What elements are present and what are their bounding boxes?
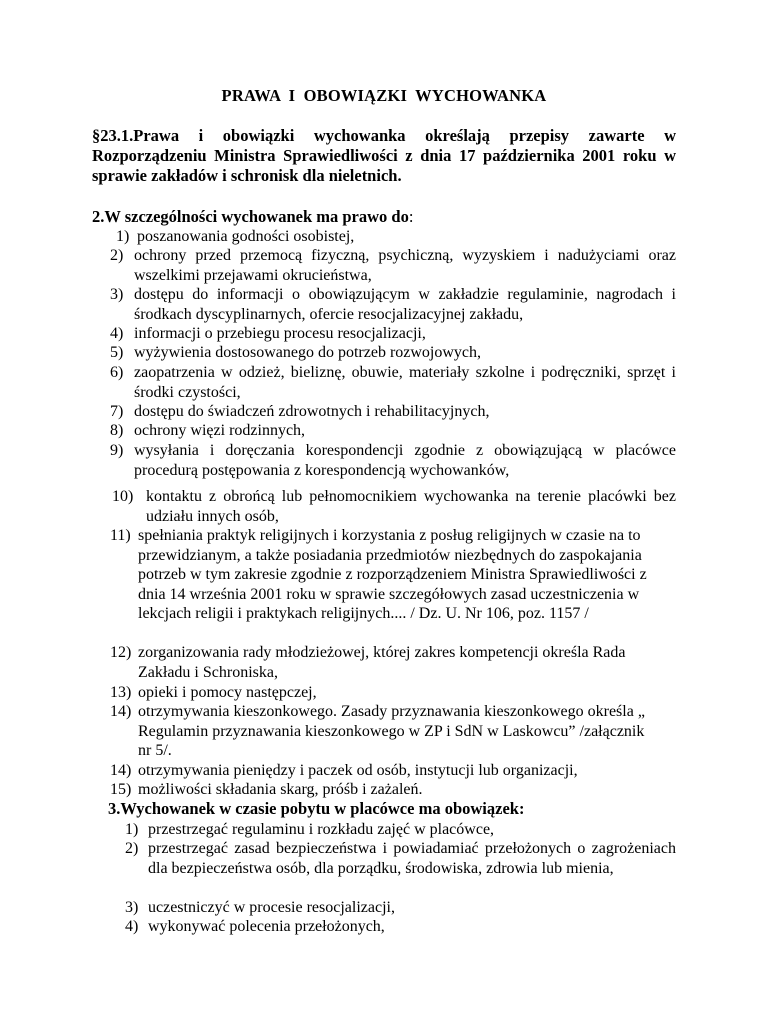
list-item-text: kontaktu z obrońcą lub pełnomocnikiem wychowanka na terenie placówki bez udziału innych osób, bbox=[146, 488, 676, 525]
list-item-number: 3) bbox=[125, 899, 139, 916]
list-item-text: ochrony przed przemocą fizyczną, psychiczną, wyzyskiem i nadużyciami oraz wszelkimi przejawami okrucieństwa, bbox=[134, 247, 676, 284]
section-2-heading-colon: : bbox=[408, 207, 414, 226]
list-item-text: dostępu do świadczeń zdrowotnych i rehabilitacyjnych, bbox=[134, 403, 490, 420]
list-item-text: ochrony więzi rodzinnych, bbox=[134, 422, 306, 439]
list-item-number: 11) bbox=[110, 527, 131, 544]
list-item-number: 1) bbox=[125, 821, 139, 838]
list-item-number: 2) bbox=[125, 840, 139, 857]
list-item-text: zaopatrzenia w odzież, bieliznę, obuwie, materiały szkolne i podręczniki, sprzęt i środki czystości, bbox=[134, 364, 676, 401]
list-item-number: 3) bbox=[110, 286, 124, 303]
intro-paragraph: §23.1.Prawa i obowiązki wychowanka określają przepisy zawarte w Rozporządzeniu Ministra Sprawiedliwości z dnia 17 października 2001 roku w sprawie zakładów i schronisk dla nieletnich. bbox=[92, 126, 676, 185]
list-item-number: 13) bbox=[110, 684, 132, 701]
list-item-text: uczestniczyć w procesie resocjalizacji, bbox=[148, 899, 395, 916]
list-item-text: wyżywienia dostosowanego do potrzeb rozwojowych, bbox=[134, 344, 482, 361]
list-item-number: 15) bbox=[110, 781, 132, 798]
list-item-number: 5) bbox=[110, 344, 124, 361]
list-item-text: wykonywać polecenia przełożonych, bbox=[148, 918, 385, 935]
list-item-number: 14) bbox=[110, 703, 132, 720]
list-item-number: 1) bbox=[116, 228, 130, 245]
list-item-text: opieki i pomocy następczej, bbox=[138, 684, 317, 701]
list-item-number: 8) bbox=[110, 422, 124, 439]
list-item-number: 14) bbox=[110, 762, 132, 779]
section-2-heading-text: 2.W szczególności wychowanek ma prawo do bbox=[92, 207, 409, 226]
list-item-text: dostępu do informacji o obowiązującym w zakładzie regulaminie, nagrodach i środkach dyscyplinarnych, ofercie resocjalizacyjnej zakładu, bbox=[134, 286, 676, 323]
list-item-number: 2) bbox=[110, 247, 124, 264]
list-item-text: informacji o przebiegu procesu resocjalizacji, bbox=[134, 325, 426, 342]
list-item-text: otrzymywania kieszonkowego. Zasady przyznawania kieszonkowego określa „ Regulamin przyznawania kieszonkowego w ZP i SdN w Laskowcu” /załącznik nr 5/. bbox=[138, 703, 645, 759]
list-item-text: wysyłania i doręczania korespondencji zgodnie z obowiązującą w placówce procedurą postępowania z korespondencją wychowanków, bbox=[134, 442, 676, 479]
list-item-text: otrzymywania pieniędzy i paczek od osób, instytucji lub organizacji, bbox=[138, 762, 578, 779]
list-item-number: 6) bbox=[110, 364, 124, 381]
list-item-number: 10) bbox=[112, 488, 134, 505]
section-3-heading: 3.Wychowanek w czasie pobytu w placówce ma obowiązek: bbox=[108, 799, 525, 818]
list-item-text: możliwości składania skarg, próśb i zażaleń. bbox=[138, 781, 423, 798]
list-item-text: poszanowania godności osobistej, bbox=[137, 228, 355, 245]
list-item-number: 7) bbox=[110, 403, 124, 420]
list-item-number: 4) bbox=[110, 325, 124, 342]
list-item-number: 9) bbox=[110, 442, 124, 459]
list-item-number: 4) bbox=[125, 918, 139, 935]
section-2-heading bbox=[92, 207, 413, 227]
list-item-text: przestrzegać zasad bezpieczeństwa i powiadamiać przełożonych o zagrożeniach dla bezpieczeństwa osób, dla porządku, środowiska, zdrowia lub mienia, bbox=[148, 840, 676, 877]
document-title: PRAWA I OBOWIĄZKI WYCHOWANKA bbox=[221, 86, 547, 105]
list-item-text: spełniania praktyk religijnych i korzystania z posług religijnych w czasie na to przewidzianym, a także posiadania przedmiotów niezbędnych do zaspokajania potrzeb w tym zakresie zgodnie z rozporządzeniem Ministra Sprawiedliwości z dnia 14 września 2001 roku w sprawie szczegółowych zasad uczestniczenia w lekcjach religii i praktykach religijnych.... / Dz. U. Nr 106, poz. 1157 / bbox=[138, 527, 647, 622]
list-item-text: zorganizowania rady młodzieżowej, której zakres kompetencji określa Rada Zakładu i Schroniska, bbox=[138, 644, 626, 681]
list-item-text: przestrzegać regulaminu i rozkładu zajęć w placówce, bbox=[148, 821, 495, 838]
list-item-number: 12) bbox=[110, 644, 132, 661]
